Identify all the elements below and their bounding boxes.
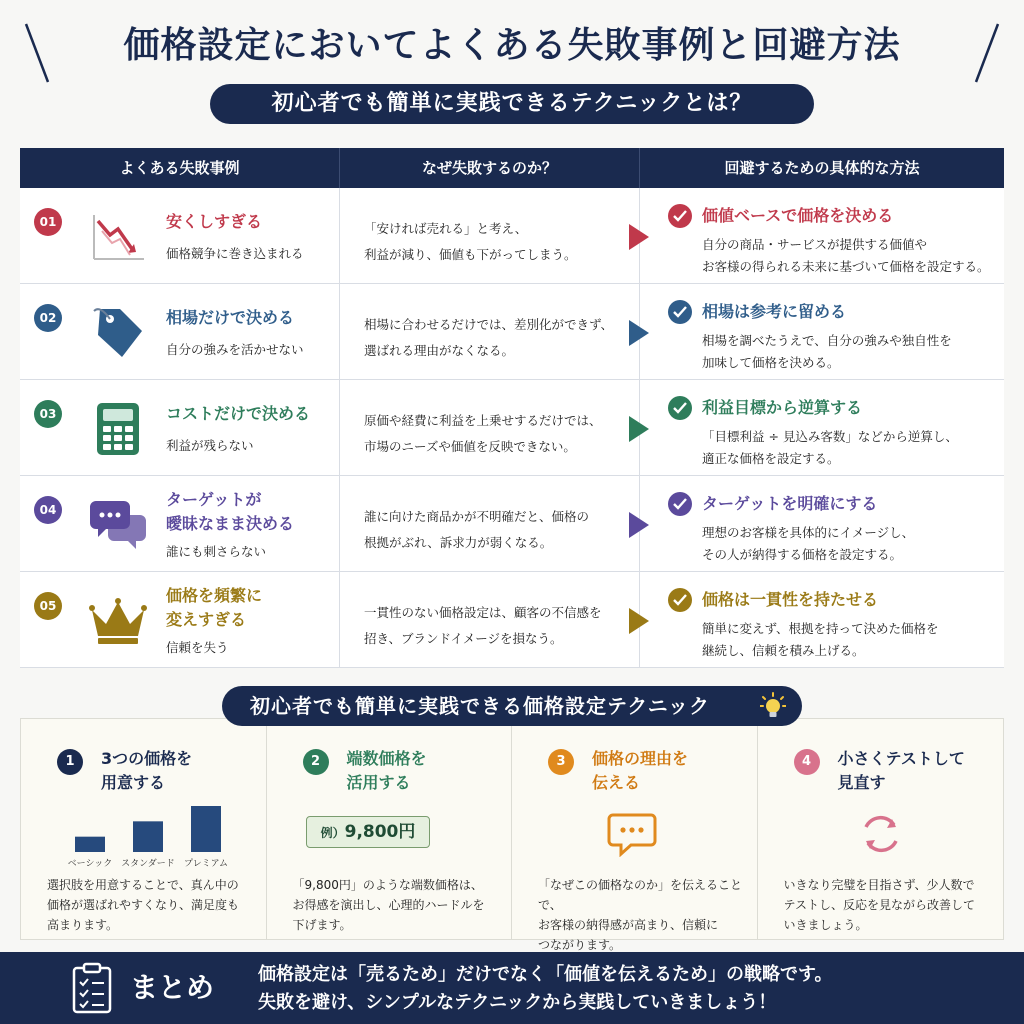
header-solution: 回避するための具体的な方法 bbox=[724, 159, 920, 177]
title-area bbox=[0, 14, 1024, 84]
technique-number: 2 bbox=[303, 749, 329, 775]
solution-text: 理想のお客様を具体的にイメージし、 その人が納得する価格を設定する。 bbox=[702, 525, 915, 562]
arrow-right-icon bbox=[629, 416, 649, 442]
example-price: 9,800円 bbox=[344, 822, 416, 842]
arrow-right-icon bbox=[629, 608, 649, 634]
checkmark-icon bbox=[668, 396, 692, 420]
arrow-right-icon bbox=[629, 320, 649, 346]
solution-title: 価値ベースで価格を決める bbox=[702, 206, 894, 225]
technique-title: 端数価格を 活用する bbox=[346, 749, 427, 792]
chat-bubbles-icon bbox=[78, 490, 158, 560]
price-bar bbox=[75, 837, 105, 852]
price-bar bbox=[191, 806, 221, 852]
techniques-heading: 初心者でも簡単に実践できる価格設定テクニック bbox=[250, 694, 710, 718]
checkmark-icon bbox=[668, 588, 692, 612]
solution-text: 自分の商品・サービスが提供する価値や お客様の得られる未来に基づいて価格を設定する。 bbox=[702, 237, 990, 274]
table-body bbox=[20, 188, 1004, 668]
calculator-icon bbox=[78, 394, 158, 464]
mistake-subtitle: 自分の強みを活かせない bbox=[166, 342, 304, 357]
checkmark-icon bbox=[668, 204, 692, 228]
mistake-cell bbox=[20, 476, 340, 572]
technique-text: 選択肢を用意することで、真ん中の 価格が選ばれやすくなり、満足度も 高まります。 bbox=[47, 878, 240, 932]
checkmark-icon bbox=[668, 300, 692, 324]
crown-icon bbox=[78, 586, 158, 656]
checkmark-icon bbox=[668, 492, 692, 516]
summary-label: まとめ bbox=[130, 971, 215, 1004]
reason-cell bbox=[340, 476, 640, 572]
reason-text: 「安ければ売れる」と考え、 利益が減り、価値も下がってしまう。 bbox=[364, 221, 577, 262]
table-row bbox=[20, 476, 1004, 572]
reason-text: 誰に向けた商品かが不明確だと、価格の 根拠がぶれ、訴求力が弱くなる。 bbox=[364, 509, 590, 550]
solution-title: ターゲットを明確にする bbox=[702, 494, 878, 513]
subtitle-banner: 初心者でも簡単に実践できるテクニックとは？ bbox=[210, 84, 814, 124]
mistake-cell bbox=[20, 188, 340, 284]
technique-text: 「なぜこの価格なのか」を伝えることで、 お客様の納得感が高まり、信頼に つながります。 bbox=[538, 878, 743, 952]
lightbulb-icon bbox=[760, 692, 786, 720]
mistake-title: 価格を頻繁に 変えすぎる bbox=[166, 586, 263, 629]
solution-title: 利益目標から逆算する bbox=[702, 398, 863, 417]
arrow-right-icon bbox=[629, 224, 649, 250]
table-row bbox=[20, 284, 1004, 380]
mistake-subtitle: 誰にも刺さらない bbox=[166, 544, 267, 559]
mistake-cell bbox=[20, 572, 340, 668]
technique-title: 3つの価格を 用意する bbox=[101, 749, 193, 792]
summary-line-2: 失敗を避け、シンプルなテクニックから実践していきましょう！ bbox=[258, 992, 777, 1013]
mistake-subtitle: 価格競争に巻き込まれる bbox=[166, 246, 304, 261]
technique-text: 「9,800円」のような端数価格は、 お得感を演出し、心理的ハードルを 下げます。 bbox=[292, 878, 485, 932]
solution-cell bbox=[640, 572, 1004, 668]
three-price-bar-chart bbox=[48, 792, 248, 872]
solution-cell bbox=[640, 284, 1004, 380]
price-tag-icon bbox=[78, 298, 158, 368]
solution-cell bbox=[640, 188, 1004, 284]
mistake-title: ターゲットが 曖昧なまま決める bbox=[166, 490, 295, 533]
summary-line-1: 価格設定は「売るため」だけでなく「価値を伝えるため」の戦略です。 bbox=[258, 964, 833, 985]
price-bar-label: スタンダード bbox=[121, 859, 175, 869]
mistake-number: 01 bbox=[34, 208, 62, 236]
mistake-cell bbox=[20, 380, 340, 476]
mistake-title: 安くしすぎる bbox=[166, 212, 263, 231]
reason-text: 原価や経費に利益を上乗せするだけでは、 市場のニーズや価値を反映できない。 bbox=[364, 413, 602, 454]
solution-title: 相場は参考に留める bbox=[702, 302, 847, 321]
solution-title: 価格は一貫性を持たせる bbox=[702, 590, 879, 609]
reason-cell bbox=[340, 572, 640, 668]
price-bar-label: ベーシック bbox=[67, 859, 113, 869]
solution-cell bbox=[640, 476, 1004, 572]
mistake-subtitle: 信頼を失う bbox=[166, 640, 229, 655]
table-row bbox=[20, 188, 1004, 284]
mistake-number: 04 bbox=[34, 496, 62, 524]
example-prefix: 例） bbox=[320, 826, 345, 840]
solution-cell bbox=[640, 380, 1004, 476]
reason-cell bbox=[340, 380, 640, 476]
summary-bar bbox=[0, 952, 1024, 1024]
technique-4 bbox=[758, 719, 1004, 939]
technique-number: 1 bbox=[57, 749, 83, 775]
solution-text: 簡単に変えず、根拠を持って決めた価格を 継続し、信頼を積み上げる。 bbox=[702, 621, 939, 658]
header-reason: なぜ失敗するのか？ bbox=[340, 148, 640, 188]
table-header bbox=[20, 148, 1004, 188]
techniques-banner bbox=[222, 686, 802, 726]
mistake-title: コストだけで決める bbox=[166, 404, 311, 423]
technique-title: 価格の理由を 伝える bbox=[592, 749, 689, 792]
page-title: 価格設定においてよくある失敗事例と回避方法 bbox=[123, 25, 901, 66]
falling-chart-icon bbox=[78, 202, 158, 272]
header-mistake: よくある失敗事例 bbox=[20, 148, 340, 188]
reason-cell bbox=[340, 188, 640, 284]
mistake-subtitle: 利益が残らない bbox=[166, 438, 254, 453]
table-row bbox=[20, 572, 1004, 668]
mistake-cell bbox=[20, 284, 340, 380]
solution-text: 相場を調べたうえで、自分の強みや独自性を 加味して価格を決める。 bbox=[702, 333, 952, 370]
technique-title: 小さくテストして 見直す bbox=[837, 749, 965, 792]
mistake-number: 02 bbox=[34, 304, 62, 332]
mistake-number: 05 bbox=[34, 592, 62, 620]
technique-number: 3 bbox=[548, 749, 574, 775]
solution-text: 「目標利益 ÷ 見込み客数」などから逆算し、 適正な価格を設定する。 bbox=[702, 429, 958, 466]
reason-cell bbox=[340, 284, 640, 380]
technique-3 bbox=[512, 719, 758, 952]
technique-number: 4 bbox=[794, 749, 820, 775]
reason-text: 相場に合わせるだけでは、差別化ができず、 選ばれる理由がなくなる。 bbox=[364, 317, 614, 358]
technique-text: いきなり完璧を目指さず、少人数で テストし、反応を見ながら改善して いきましょう。 bbox=[783, 878, 976, 932]
mistake-number: 03 bbox=[34, 400, 62, 428]
example-price-badge bbox=[306, 816, 430, 848]
reason-text: 一貫性のない価格設定は、顧客の不信感を 招き、ブランドイメージを損なう。 bbox=[364, 605, 602, 646]
speech-bubble-icon bbox=[607, 811, 657, 857]
clipboard-checklist-icon bbox=[70, 962, 114, 1014]
arrow-right-icon bbox=[629, 512, 649, 538]
table-row bbox=[20, 380, 1004, 476]
decorative-slash-right bbox=[974, 22, 1000, 84]
mistake-title: 相場だけで決める bbox=[166, 308, 295, 327]
mistakes-table bbox=[20, 148, 1004, 668]
price-bar-label: プレミアム bbox=[183, 859, 229, 869]
price-bar bbox=[133, 821, 163, 852]
refresh-cycle-icon bbox=[856, 811, 906, 857]
